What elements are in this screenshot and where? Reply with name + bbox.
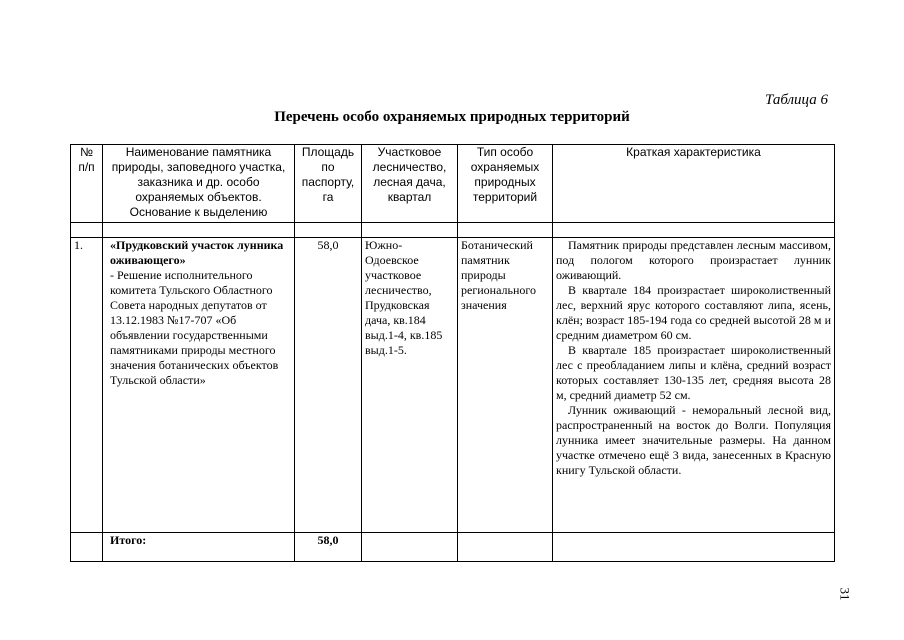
row-name — [103, 238, 295, 533]
table-header-row — [71, 145, 835, 223]
table-row — [71, 238, 835, 533]
header-area: Площадь по паспорту, га — [295, 145, 362, 223]
monument-title: «Прудковский участок лунника оживающего» — [110, 238, 284, 267]
row-type: Ботанический памятник природы регионального значения — [458, 238, 553, 533]
row-location: Южно-Одоевское участковое лесничество, Прудковская дача, кв.184 выд.1-4, кв.185 выд.1-5. — [362, 238, 458, 533]
row-description — [553, 238, 835, 533]
spacer-row — [71, 223, 835, 238]
table-label: Таблица 6 — [765, 92, 828, 108]
description-paragraph: Памятник природы представлен лесным массивом, под пологом которого произрастает лунник оживающий. — [556, 238, 831, 282]
description-paragraph: Лунник оживающий - неморальный лесной вид, распространенный на восток до Волги. Популяция лунника имеет значительные размеры. На данном участке отмечено ещё 3 вида, занесенных в Красную книгу Тульской области. — [556, 403, 831, 477]
row-area: 58,0 — [295, 238, 362, 533]
row-number: 1. — [71, 238, 103, 533]
header-number: № п/п — [71, 145, 103, 223]
header-name: Наименование памятника природы, заповедного участка, заказника и др. особо охраняемых объектов. Основание к выделению — [103, 145, 295, 223]
header-location: Участковое лесничество, лесная дача, квартал — [362, 145, 458, 223]
description-paragraph: В квартале 184 произрастает широколиственный лес, верхний ярус которого составляют липа, ясень, клён; возраст 185-194 года со средней высотой 28 м и средним диаметром 60 см. — [556, 283, 831, 342]
total-area: 58,0 — [295, 533, 362, 562]
page-number: 31 — [837, 587, 853, 601]
header-description: Краткая характеристика — [553, 145, 835, 223]
document-title: Перечень особо охраняемых природных территорий — [274, 109, 630, 125]
total-row — [71, 533, 835, 562]
header-type: Тип особо охраняемых природных территорий — [458, 145, 553, 223]
total-label: Итого: — [103, 533, 295, 562]
protected-areas-table — [70, 144, 835, 562]
description-paragraph: В квартале 185 произрастает широколиственный лес с преобладанием липы и клёна, средний возраст которых составляет 130-135 лет, средняя высота 28 м, средний диаметр 52 см. — [556, 343, 831, 402]
monument-basis: - Решение исполнительного комитета Тульского Областного Совета народных депутатов от 13.12.1983 №17-707 «Об объявлении государственными памятниками природы местного значения ботанических объектов Тульской области» — [110, 268, 279, 387]
